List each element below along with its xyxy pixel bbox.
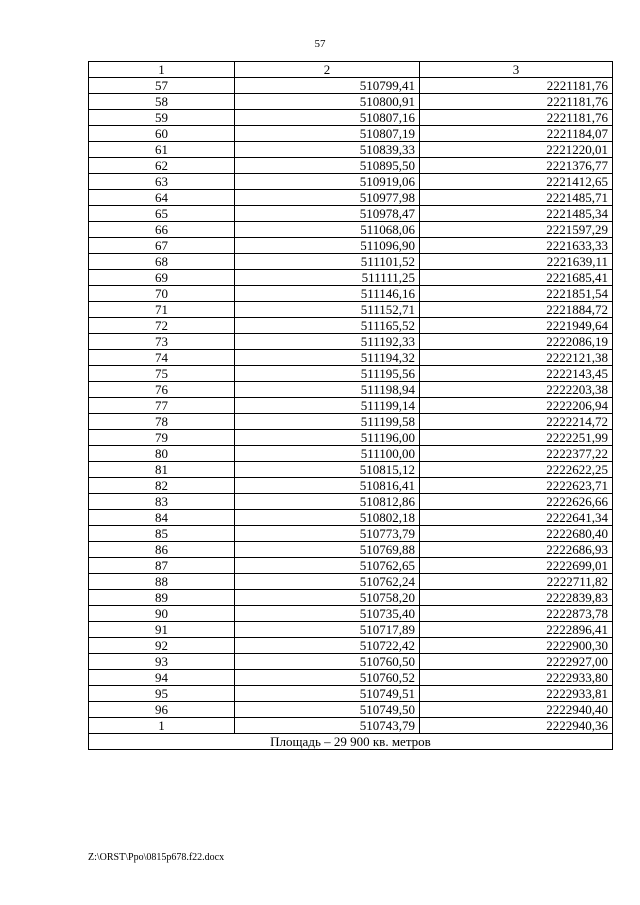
x-coordinate-cell: 510978,47 xyxy=(235,206,420,222)
point-number-cell: 92 xyxy=(89,638,235,654)
x-coordinate-cell: 510895,50 xyxy=(235,158,420,174)
table-row xyxy=(89,254,613,270)
y-coordinate-cell: 2222622,25 xyxy=(420,462,613,478)
table-row xyxy=(89,334,613,350)
table-row xyxy=(89,302,613,318)
x-coordinate-cell: 510762,65 xyxy=(235,558,420,574)
y-coordinate-cell: 2221884,72 xyxy=(420,302,613,318)
point-number-cell: 60 xyxy=(89,126,235,142)
table-row xyxy=(89,238,613,254)
point-number-cell: 91 xyxy=(89,622,235,638)
y-coordinate-cell: 2222251,99 xyxy=(420,430,613,446)
y-coordinate-cell: 2222900,30 xyxy=(420,638,613,654)
point-number-cell: 94 xyxy=(89,670,235,686)
table-row xyxy=(89,286,613,302)
table-row xyxy=(89,222,613,238)
point-number-cell: 66 xyxy=(89,222,235,238)
point-number-cell: 83 xyxy=(89,494,235,510)
x-coordinate-cell: 510977,98 xyxy=(235,190,420,206)
x-coordinate-cell: 510735,40 xyxy=(235,606,420,622)
table-row xyxy=(89,270,613,286)
table-row xyxy=(89,638,613,654)
x-coordinate-cell: 511199,58 xyxy=(235,414,420,430)
y-coordinate-cell: 2222143,45 xyxy=(420,366,613,382)
x-coordinate-cell: 510919,06 xyxy=(235,174,420,190)
table-header-row xyxy=(89,62,613,78)
y-coordinate-cell: 2222839,83 xyxy=(420,590,613,606)
y-coordinate-cell: 2222873,78 xyxy=(420,606,613,622)
y-coordinate-cell: 2221485,71 xyxy=(420,190,613,206)
y-coordinate-cell: 2222203,38 xyxy=(420,382,613,398)
y-coordinate-cell: 2221851,54 xyxy=(420,286,613,302)
y-coordinate-cell: 2222214,72 xyxy=(420,414,613,430)
x-coordinate-cell: 510807,16 xyxy=(235,110,420,126)
table-row xyxy=(89,510,613,526)
y-coordinate-cell: 2221949,64 xyxy=(420,318,613,334)
point-number-cell: 57 xyxy=(89,78,235,94)
point-number-cell: 70 xyxy=(89,286,235,302)
y-coordinate-cell: 2221181,76 xyxy=(420,78,613,94)
x-coordinate-cell: 510749,51 xyxy=(235,686,420,702)
point-number-cell: 69 xyxy=(89,270,235,286)
x-coordinate-cell: 511199,14 xyxy=(235,398,420,414)
x-coordinate-cell: 510815,12 xyxy=(235,462,420,478)
point-number-cell: 76 xyxy=(89,382,235,398)
table-row xyxy=(89,174,613,190)
table-row xyxy=(89,494,613,510)
table-row xyxy=(89,366,613,382)
y-coordinate-cell: 2222377,22 xyxy=(420,446,613,462)
point-number-cell: 77 xyxy=(89,398,235,414)
x-coordinate-cell: 511101,52 xyxy=(235,254,420,270)
y-coordinate-cell: 2221184,07 xyxy=(420,126,613,142)
point-number-cell: 59 xyxy=(89,110,235,126)
y-coordinate-cell: 2222711,82 xyxy=(420,574,613,590)
table-row xyxy=(89,622,613,638)
y-coordinate-cell: 2221685,41 xyxy=(420,270,613,286)
x-coordinate-cell: 510839,33 xyxy=(235,142,420,158)
column-header-2: 2 xyxy=(235,62,420,78)
point-number-cell: 82 xyxy=(89,478,235,494)
table-body xyxy=(89,78,613,734)
table-row xyxy=(89,574,613,590)
table-row xyxy=(89,606,613,622)
y-coordinate-cell: 2222933,81 xyxy=(420,686,613,702)
y-coordinate-cell: 2221412,65 xyxy=(420,174,613,190)
point-number-cell: 72 xyxy=(89,318,235,334)
y-coordinate-cell: 2222206,94 xyxy=(420,398,613,414)
point-number-cell: 62 xyxy=(89,158,235,174)
table-row xyxy=(89,94,613,110)
y-coordinate-cell: 2222086,19 xyxy=(420,334,613,350)
y-coordinate-cell: 2221181,76 xyxy=(420,94,613,110)
y-coordinate-cell: 2222940,36 xyxy=(420,718,613,734)
y-coordinate-cell: 2221220,01 xyxy=(420,142,613,158)
area-row xyxy=(89,734,613,750)
x-coordinate-cell: 511146,16 xyxy=(235,286,420,302)
x-coordinate-cell: 510758,20 xyxy=(235,590,420,606)
table-row xyxy=(89,430,613,446)
y-coordinate-cell: 2222626,66 xyxy=(420,494,613,510)
table-row xyxy=(89,398,613,414)
point-number-cell: 58 xyxy=(89,94,235,110)
point-number-cell: 89 xyxy=(89,590,235,606)
table-row xyxy=(89,318,613,334)
document-file-path: Z:\ORST\Ppo\0815p678.f22.docx xyxy=(88,852,225,863)
x-coordinate-cell: 511192,33 xyxy=(235,334,420,350)
x-coordinate-cell: 511198,94 xyxy=(235,382,420,398)
point-number-cell: 73 xyxy=(89,334,235,350)
table-row xyxy=(89,590,613,606)
y-coordinate-cell: 2221597,29 xyxy=(420,222,613,238)
point-number-cell: 90 xyxy=(89,606,235,622)
point-number-cell: 93 xyxy=(89,654,235,670)
y-coordinate-cell: 2221639,11 xyxy=(420,254,613,270)
point-number-cell: 65 xyxy=(89,206,235,222)
table-row xyxy=(89,702,613,718)
page-number: 57 xyxy=(314,38,326,50)
x-coordinate-cell: 511152,71 xyxy=(235,302,420,318)
table-row xyxy=(89,462,613,478)
table-row xyxy=(89,414,613,430)
table-row xyxy=(89,654,613,670)
table-row xyxy=(89,670,613,686)
table-row xyxy=(89,446,613,462)
point-number-cell: 61 xyxy=(89,142,235,158)
point-number-cell: 74 xyxy=(89,350,235,366)
point-number-cell: 68 xyxy=(89,254,235,270)
x-coordinate-cell: 510749,50 xyxy=(235,702,420,718)
x-coordinate-cell: 511100,00 xyxy=(235,446,420,462)
x-coordinate-cell: 510812,86 xyxy=(235,494,420,510)
x-coordinate-cell: 510816,41 xyxy=(235,478,420,494)
x-coordinate-cell: 510800,91 xyxy=(235,94,420,110)
x-coordinate-cell: 511195,56 xyxy=(235,366,420,382)
point-number-cell: 80 xyxy=(89,446,235,462)
y-coordinate-cell: 2222686,93 xyxy=(420,542,613,558)
point-number-cell: 86 xyxy=(89,542,235,558)
table-row xyxy=(89,558,613,574)
x-coordinate-cell: 510762,24 xyxy=(235,574,420,590)
table-row xyxy=(89,158,613,174)
y-coordinate-cell: 2221376,77 xyxy=(420,158,613,174)
point-number-cell: 67 xyxy=(89,238,235,254)
table-row xyxy=(89,718,613,734)
x-coordinate-cell: 510802,18 xyxy=(235,510,420,526)
y-coordinate-cell: 2221485,34 xyxy=(420,206,613,222)
point-number-cell: 81 xyxy=(89,462,235,478)
table-row xyxy=(89,206,613,222)
point-number-cell: 79 xyxy=(89,430,235,446)
y-coordinate-cell: 2222927,00 xyxy=(420,654,613,670)
x-coordinate-cell: 510773,79 xyxy=(235,526,420,542)
table-row xyxy=(89,110,613,126)
point-number-cell: 63 xyxy=(89,174,235,190)
point-number-cell: 64 xyxy=(89,190,235,206)
y-coordinate-cell: 2222699,01 xyxy=(420,558,613,574)
point-number-cell: 84 xyxy=(89,510,235,526)
x-coordinate-cell: 510722,42 xyxy=(235,638,420,654)
table-row xyxy=(89,78,613,94)
x-coordinate-cell: 511111,25 xyxy=(235,270,420,286)
x-coordinate-cell: 510760,52 xyxy=(235,670,420,686)
x-coordinate-cell: 510807,19 xyxy=(235,126,420,142)
table-row xyxy=(89,542,613,558)
table-row xyxy=(89,350,613,366)
point-number-cell: 1 xyxy=(89,718,235,734)
point-number-cell: 87 xyxy=(89,558,235,574)
x-coordinate-cell: 510717,89 xyxy=(235,622,420,638)
y-coordinate-cell: 2222940,40 xyxy=(420,702,613,718)
table-row xyxy=(89,126,613,142)
x-coordinate-cell: 511096,90 xyxy=(235,238,420,254)
y-coordinate-cell: 2222641,34 xyxy=(420,510,613,526)
x-coordinate-cell: 510743,79 xyxy=(235,718,420,734)
point-number-cell: 75 xyxy=(89,366,235,382)
x-coordinate-cell: 510760,50 xyxy=(235,654,420,670)
column-header-3: 3 xyxy=(420,62,613,78)
y-coordinate-cell: 2221633,33 xyxy=(420,238,613,254)
y-coordinate-cell: 2221181,76 xyxy=(420,110,613,126)
point-number-cell: 96 xyxy=(89,702,235,718)
column-header-1: 1 xyxy=(89,62,235,78)
point-number-cell: 85 xyxy=(89,526,235,542)
table-row xyxy=(89,382,613,398)
y-coordinate-cell: 2222121,38 xyxy=(420,350,613,366)
point-number-cell: 78 xyxy=(89,414,235,430)
x-coordinate-cell: 511194,32 xyxy=(235,350,420,366)
table-row xyxy=(89,526,613,542)
table-row xyxy=(89,686,613,702)
point-number-cell: 71 xyxy=(89,302,235,318)
x-coordinate-cell: 510799,41 xyxy=(235,78,420,94)
y-coordinate-cell: 2222933,80 xyxy=(420,670,613,686)
y-coordinate-cell: 2222623,71 xyxy=(420,478,613,494)
table-row xyxy=(89,142,613,158)
table-row xyxy=(89,478,613,494)
x-coordinate-cell: 511165,52 xyxy=(235,318,420,334)
x-coordinate-cell: 511196,00 xyxy=(235,430,420,446)
area-total: Площадь – 29 900 кв. метров xyxy=(89,734,613,750)
y-coordinate-cell: 2222896,41 xyxy=(420,622,613,638)
x-coordinate-cell: 511068,06 xyxy=(235,222,420,238)
table-row xyxy=(89,190,613,206)
coordinates-table xyxy=(88,61,613,750)
x-coordinate-cell: 510769,88 xyxy=(235,542,420,558)
point-number-cell: 88 xyxy=(89,574,235,590)
point-number-cell: 95 xyxy=(89,686,235,702)
y-coordinate-cell: 2222680,40 xyxy=(420,526,613,542)
